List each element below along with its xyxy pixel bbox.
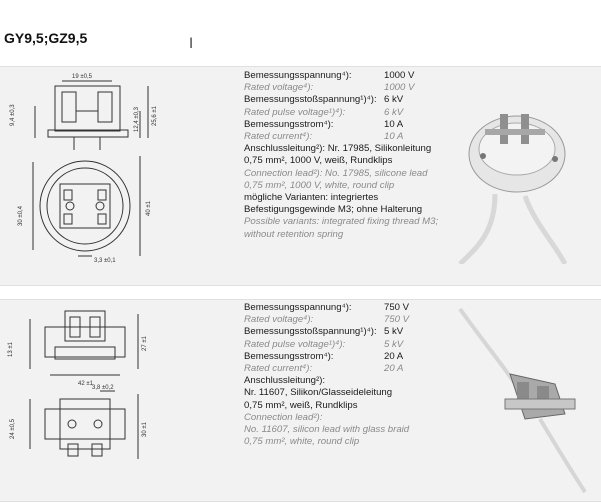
lead-de-2: 0,75 mm², 1000 V, weiß, Rundklips [244,155,393,167]
product-photo-2 [455,304,601,494]
dim-slot: 3,8 ±0,2 [92,385,114,391]
spec-row: Bemessungsspannung⁴): 750 V [244,302,410,313]
lead-en-2: 0,75 mm², 1000 V, white, round clip [244,179,395,191]
spec-row: Bemessungsspannung⁴): 1000 V [244,70,415,81]
dim-right-mid: 12,4 ±0,3 [134,107,140,132]
variant-en-1: Possible variants: integrated fixing thread M3; [244,216,439,228]
text-cursor-icon: I [189,36,194,52]
lead-en-2: No. 11607, silicon lead with glass braid [244,424,410,436]
dim-left: 13 ±1 [8,342,14,357]
dim-left-height: 30 ±0,4 [18,206,24,226]
lead-de-3: 0,75 mm², weiß, Rundklips [244,399,358,411]
lead-en-1: Connection lead²): No. 17985, silicone lead [244,167,428,179]
variant-de-1: mögliche Varianten: integriertes [244,192,379,204]
page-title: GY9,5;GZ9,5 [4,30,88,46]
dim-right-top: 25,6 ±1 [152,106,158,126]
technical-drawing-1 [0,66,240,284]
lead-en-1: Connection lead²): [244,411,323,423]
spec-row-en: Rated pulse voltage¹)⁴): 5 kV [244,338,404,350]
lead-de-1: Anschlussleitung²): [244,375,326,387]
spec-block-1 [244,70,454,241]
lead-de-2: Nr. 11607, Silikon/Glasseideleitung [244,387,393,399]
spec-row-en: Rated pulse voltage¹)⁴): 6 kV [244,106,404,118]
spec-row-en: Rated voltage⁴): 750 V [244,314,410,326]
spec-block-2 [244,302,454,448]
spec-row: Bemessungsstrom⁴): 20 A [244,350,404,362]
variant-en-2: without retention spring [244,228,344,240]
technical-drawing-2 [0,299,240,500]
variant-de-2: Befestigungsgewinde M3; ohne Halterung [244,204,423,216]
product-photo-1 [455,74,601,264]
dim-bottom-width: 42 ±1 [78,381,93,387]
spec-row-en: Rated current⁴): 10 A [244,131,404,143]
spec-row: Bemessungsstoßspannung¹)⁴): 5 kV [244,326,404,338]
dim-left-2: 24 ±0,5 [10,419,16,439]
spec-row: Bemessungsstoßspannung¹)⁴): 6 kV [244,94,404,106]
spec-row-en: Rated voltage⁴): 1000 V [244,82,415,94]
dim-top-width: 19 ±0,5 [72,74,92,80]
spec-row-en: Rated current⁴): 20 A [244,363,404,375]
dim-left-top: 9,4 ±0,3 [10,104,16,126]
spec-row: Bemessungsstrom⁴): 10 A [244,118,404,130]
dim-right-height: 40 ±1 [146,201,152,216]
dim-right: 27 ±1 [142,336,148,351]
lead-en-3: 0,75 mm², white, round clip [244,436,360,448]
dim-bottom: 3,3 ±0,1 [94,258,116,264]
dim-right-2: 30 ±1 [142,422,148,437]
lead-de-1: Anschlussleitung²): Nr. 17985, Silikonleitung [244,143,432,155]
